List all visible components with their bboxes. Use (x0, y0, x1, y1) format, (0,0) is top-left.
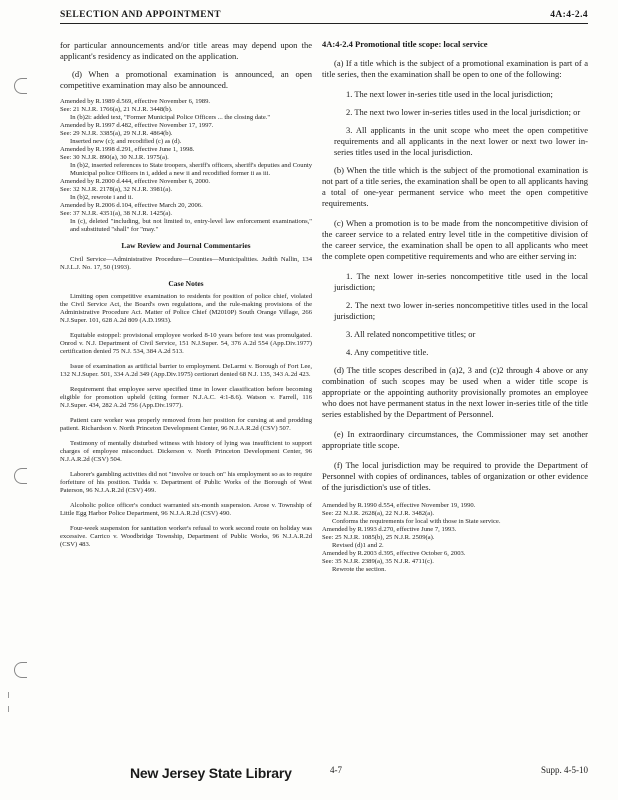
margin-mark (8, 692, 9, 698)
section-heading: 4A:4-2.4 Promotional title scope: local service (322, 39, 488, 49)
list-item: 4. Any competitive title. (346, 346, 429, 357)
list-item: 2. The next two lower in-series titles used in the local jurisdiction; or (346, 106, 581, 117)
amend-line: Revised (d)1 and 2. (332, 541, 384, 549)
amend-line: Amended by R.1989 d.569, effective November 6, 1989. (60, 98, 211, 105)
margin-mark (8, 706, 9, 712)
punch-hole (14, 78, 27, 94)
list-item: 3. All related noncompetitive titles; or (346, 328, 476, 339)
paragraph-c: (c) When a promotion is to be made from the noncompetitive division of the career service to a related entry level title in the competitive division of the career service, the examination shall be open to all applicants who meet the complete open competitive requirements and who are either serving in: (322, 217, 588, 261)
case-note: Testimony of mentally disturbed witness with history of lying was insufficient to support charges of employee misconduct. Dickerson v. North Princeton Development Center, 96 N.J.A.R.2d (CSV) 504. (60, 440, 312, 463)
amend-line: See: 25 N.J.R. 1085(b), 25 N.J.R. 2509(a). (322, 533, 435, 541)
list-item: 3. All applicants in the unit scope who meet the open competitive requirements and all applicants in the next lower or next two lower in-series titles used in the local jurisdiction. (334, 124, 588, 157)
law-review-entry: Civil Service—Administrative Procedure—Counties—Municipalities. Judith Nallin, 134 N.J.L.J. No. 17, 50 (1993). (60, 255, 312, 271)
amend-line: Amended by R.2006 d.104, effective March 20, 2006. (60, 202, 203, 209)
amend-line: Amended by R.1998 d.291, effective June 1, 1998. (60, 146, 195, 153)
list-item: 1. The next lower in-series noncompetitive title used in the local jurisdiction; (334, 270, 588, 292)
amend-line: See: 35 N.J.R. 2389(a), 35 N.J.R. 4711(c). (322, 557, 434, 565)
header-section: 4A:4-2.4 (550, 10, 588, 20)
case-note: Patient care worker was properly removed from her position for cursing at and prodding patient. Richardson v. North Princeton Development Center, 96 N.J.A.R.2d (CSV) 507. (60, 417, 312, 432)
supplement-date: Supp. 4-5-10 (541, 765, 588, 775)
left-column (60, 40, 312, 556)
case-note: Laborer's gambling activities did not "involve or touch on" his employment so as to require forfeiture of his position. Tudda v. Department of Public Works of the Borough of West Paterson, 96 N.J.A.R.2d (CSV) 499. (60, 471, 312, 494)
amend-line: In (b)2, rewrote i and ii. (70, 194, 134, 201)
amendment-history (322, 502, 588, 574)
amend-line: See: 30 N.J.R. 890(a), 30 N.J.R. 1975(a). (60, 154, 169, 161)
case-note: Issue of examination as artificial barrier to employment. DeLarmi v. Borough of Fort Lee, 132 N.J.Super. 501, 334 A.2d 349 (App.Div.1975) certiorari denied 68 N.J. 135, 343 A.2d 423. (60, 363, 312, 378)
library-stamp: New Jersey State Library (130, 765, 292, 781)
header-chapter: SELECTION AND APPOINTMENT (60, 10, 221, 20)
case-note: Limiting open competitive examination to residents for position of police chief, violated the Civil Service Act, the Board's own regulations, and the rule-making provisions of the Administrative Procedure Act. Matter of Police Chief (M2010P) South Orange Village, 266 N.J.Super. 101, 628 A.2d 809 (A.D.1993). (60, 293, 312, 324)
amend-line: Amended by R.1990 d.554, effective November 19, 1990. (322, 501, 476, 509)
amend-line: In (b)2i: added text, "Former Municipal Police Officers ... the closing date." (70, 114, 271, 121)
paragraph-a: (a) If a title which is the subject of a promotional examination is part of a title series, then the examination shall be open to one of the following: (322, 57, 588, 79)
case-note: Equitable estoppel: provisional employee worked 8-10 years before test was promulgated. Onrod v. N.J. Department of Civil Service, 151 N.J.Super. 54, 376 A.2d 554 (App.Div.1977) certification denied 75 N.J. 534, 384 A.2d 513. (60, 332, 312, 355)
amend-line: See: 29 N.J.R. 3385(a), 29 N.J.R. 4864(b). (60, 130, 173, 137)
paragraph: for particular announcements and/or title areas may depend upon the applicant's residency as indicated on the application. (60, 40, 312, 61)
amend-line: In (b)2, inserted references to State troopers, sheriff's officers, sheriff's deputies and County Municipal police Officers in i, added a new ii and recodified former ii as iii. (70, 162, 312, 177)
amend-line: See: 21 N.J.R. 1766(a), 21 N.J.R. 3448(b). (60, 106, 173, 113)
page-footer (60, 757, 588, 787)
amend-line: Amended by R.1997 d.482, effective November 17, 1997. (60, 122, 214, 129)
running-header (60, 10, 588, 24)
amend-line: See: 37 N.J.R. 4351(a), 38 N.J.R. 1425(a). (60, 210, 173, 217)
amend-line: Inserted new (c); and recodified (c) as (d). (70, 138, 182, 145)
case-notes-heading: Case Notes (168, 278, 204, 288)
list-item: 1. The next lower in-series title used in the local jurisdiction; (346, 88, 553, 99)
paragraph-d: (d) When a promotional examination is announced, an open competitive examination may also be announced. (60, 69, 312, 90)
amend-line: Amended by R.1993 d.270, effective June 7, 1993. (322, 525, 457, 533)
case-note: Alcoholic police officer's conduct warranted six-month suspension. Arose v. Township of Little Egg Harbor Police Department, 96 N.J.A.R.2d (CSV) 490. (60, 502, 312, 517)
case-note: Four-week suspension for sanitation worker's refusal to work second route on holiday was excessive. Carrico v. Woodbridge Township, Department of Public Works, 96 N.J.A.R.2d (CSV) 483. (60, 525, 312, 548)
paragraph-b: (b) When the title which is the subject of the promotional examination is not part of a title series, the examination shall be open to all applicants having a total of one-year permanent service who meet the open competitive requirements. (322, 164, 588, 208)
amend-line: Rewrote the section. (332, 565, 387, 573)
paragraph-d: (d) The title scopes described in (a)2, 3 and (c)2 through 4 above or any combination of such scopes may be used when a wider title scope is appropriate or the appointing authority provisionally promotes an employee who does not have permanent status in the next lower in-series title of the title series established by the Department of Personnel. (322, 364, 588, 419)
page-number: 4-7 (330, 765, 342, 775)
paragraph-f: (f) The local jurisdiction may be required to provide the Department of Personnel with copies of ordinances, tables of organization or other evidence of the jurisdiction's use of titles. (322, 459, 588, 492)
punch-hole (14, 662, 27, 678)
amend-line: Conforms the requirements for local with those in State service. (332, 517, 501, 525)
amend-line: Amended by R.2003 d.395, effective October 6, 2003. (322, 549, 466, 557)
punch-hole (14, 468, 27, 484)
right-column (322, 40, 588, 581)
paragraph-e: (e) In extraordinary circumstances, the Commissioner may set another appropriate title scope. (322, 428, 588, 450)
list-item: 2. The next two lower in-series noncompetitive titles used in the local jurisdiction; (334, 299, 588, 321)
amend-line: In (c), deleted "including, but not limited to, entry-level law enforcement examinations," and substituted "shall" for "may." (70, 218, 312, 233)
amendment-history (60, 98, 312, 234)
law-review-heading: Law Review and Journal Commentaries (121, 241, 251, 250)
amend-line: Amended by R.2000 d.444, effective November 6, 2000. (60, 178, 211, 185)
amend-line: See: 22 N.J.R. 2628(a), 22 N.J.R. 3482(a). (322, 509, 435, 517)
amend-line: See: 32 N.J.R. 2178(a), 32 N.J.R. 3981(a). (60, 186, 173, 193)
case-note: Requirement that employee serve specified time in lower classification before becoming eligible for promotion upheld (citing former N.J.A.C. 4:1-8.6). Watson v. Farrell, 116 N.J.Super. 434, 282 A.2d 756 (App.Div.1977). (60, 386, 312, 409)
